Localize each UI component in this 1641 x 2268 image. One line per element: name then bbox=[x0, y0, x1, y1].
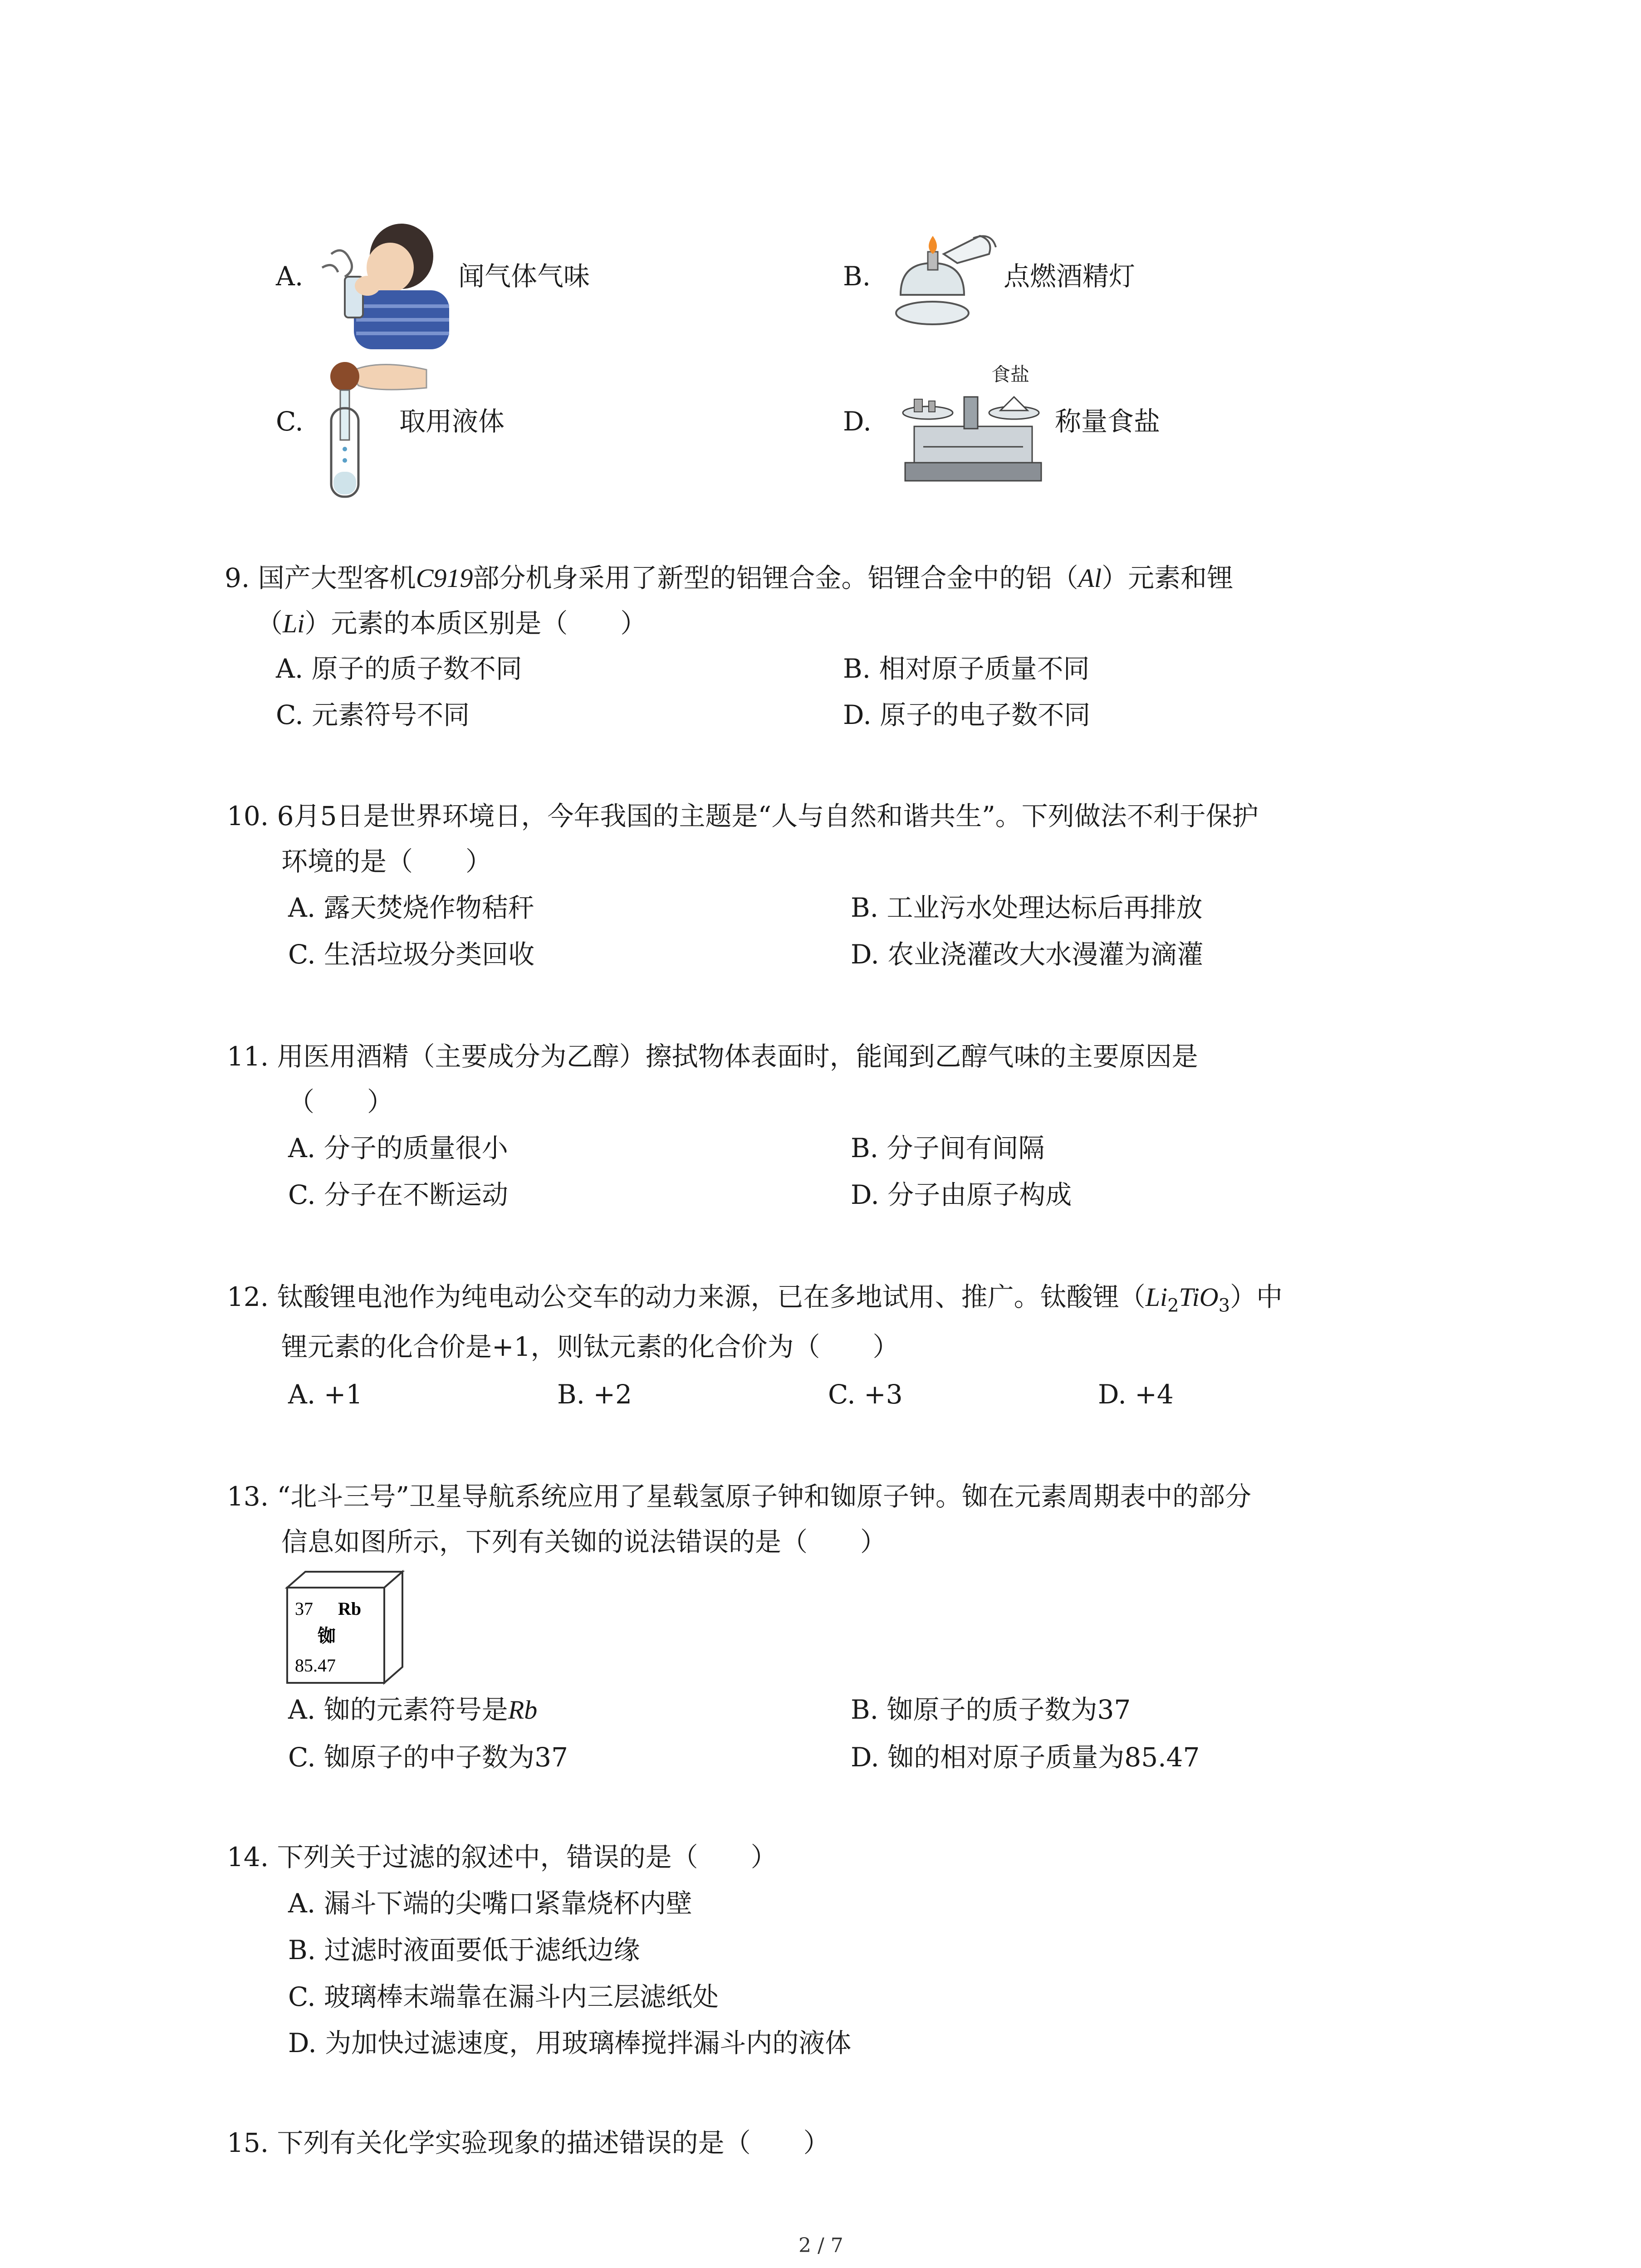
q12-stem-line1: 12. 钛酸锂电池作为纯电动公交车的动力来源，已在多地试用、推广。钛酸锂$(Li_2TiO_3)$中 bbox=[227, 1281, 1283, 1316]
q10-option-c: C. 生活垃圾分类回收 bbox=[288, 939, 535, 970]
q13-option-a: A. 铷的元素符号是Rb bbox=[288, 1694, 538, 1725]
q14-stem: 14. 下列关于过滤的叙述中，错误的是（ ） bbox=[227, 1842, 777, 1872]
q10-option-d: D. 农业浇灌改大水漫灌为滴灌 bbox=[851, 939, 1204, 970]
q11-stem-line2: （ ） bbox=[288, 1086, 394, 1117]
q10-option-b: B. 工业污水处理达标后再排放 bbox=[851, 892, 1203, 923]
q15-stem: 15. 下列有关化学实验现象的描述错误的是（ ） bbox=[227, 2127, 830, 2158]
q12-option-b: B. +2 bbox=[557, 1379, 632, 1410]
q9-option-c: C. 元素符号不同 bbox=[276, 699, 470, 730]
alcohol-lamp-illustration bbox=[889, 227, 1003, 331]
q14-option-d: D. 为加快过滤速度，用玻璃棒搅拌漏斗内的液体 bbox=[288, 2028, 852, 2058]
q9-option-d: D. 原子的电子数不同 bbox=[843, 699, 1091, 730]
q8-option-d-letter: D. bbox=[843, 406, 872, 437]
q10-stem-line1: 10. 6月5日是世界环境日，今年我国的主题是“人与自然和谐共生”。下列做法不利于保护 bbox=[227, 801, 1259, 831]
q9-option-a: A. 原子的质子数不同 bbox=[276, 653, 522, 684]
q13-option-b: B. 铷原子的质子数为37 bbox=[851, 1694, 1131, 1725]
q11-option-d: D. 分子由原子构成 bbox=[851, 1179, 1072, 1210]
q8-option-b-text: 点燃酒精灯 bbox=[1004, 261, 1136, 292]
q14-option-a: A. 漏斗下端的尖嘴口紧靠烧杯内壁 bbox=[288, 1888, 692, 1919]
q12-option-a: A. +1 bbox=[288, 1379, 363, 1410]
q10-option-a: A. 露天焚烧作物秸秆 bbox=[288, 892, 534, 923]
q11-option-a: A. 分子的质量很小 bbox=[288, 1133, 508, 1163]
rb-atomic-mass: 85.47 bbox=[295, 1655, 336, 1676]
q8-option-d-text: 称量食盐 bbox=[1055, 406, 1161, 437]
page-number: 2 / 7 bbox=[798, 2234, 843, 2257]
q12-option-c: C. +3 bbox=[828, 1379, 903, 1410]
q13-option-c: C. 铷原子的中子数为37 bbox=[288, 1742, 568, 1773]
q9-stem-line2: （Li）元素的本质区别是（ ） bbox=[256, 608, 647, 639]
q8-option-a-letter: A. bbox=[276, 261, 304, 292]
q8-option-a-text: 闻气体气味 bbox=[458, 261, 590, 292]
q9-option-b: B. 相对原子质量不同 bbox=[843, 653, 1090, 684]
q13-stem-line2: 信息如图所示，下列有关铷的说法错误的是（ ） bbox=[281, 1526, 887, 1557]
rb-name: 铷 bbox=[318, 1626, 336, 1647]
q11-option-c: C. 分子在不断运动 bbox=[288, 1179, 509, 1210]
smell-gas-illustration bbox=[313, 218, 454, 349]
q13-option-d: D. 铷的相对原子质量为85.47 bbox=[851, 1742, 1200, 1773]
q8-option-b-letter: B. bbox=[843, 261, 871, 292]
balance-scale-illustration bbox=[896, 363, 1050, 492]
q11-option-b: B. 分子间有间隔 bbox=[851, 1133, 1045, 1163]
q12-stem-line2: 锂元素的化合价是+1，则钛元素的化合价为（ ） bbox=[281, 1331, 899, 1362]
q12-option-d: D. +4 bbox=[1098, 1379, 1174, 1410]
q14-option-b: B. 过滤时液面要低于滤纸边缘 bbox=[288, 1935, 640, 1965]
rb-symbol: Rb bbox=[338, 1598, 362, 1619]
rb-atomic-number: 37 bbox=[295, 1598, 313, 1619]
q8-option-c-text: 取用液体 bbox=[399, 406, 505, 437]
q10-stem-line2: 环境的是（ ） bbox=[281, 846, 492, 877]
q9-stem-line1: 9. 国产大型客机C919部分机身采用了新型的铝锂合金。铝锂合金中的铝（Al）元素和锂 bbox=[225, 562, 1234, 593]
q8-option-c-letter: C. bbox=[276, 406, 304, 437]
q14-option-c: C. 玻璃棒末端靠在漏斗内三层滤纸处 bbox=[288, 1981, 719, 2012]
q11-stem-line1: 11. 用医用酒精（主要成分为乙醇）擦拭物体表面时，能闻到乙醇气味的主要原因是 bbox=[227, 1041, 1198, 1072]
q13-stem-line1: 13. “北斗三号”卫星导航系统应用了星载氢原子钟和铷原子钟。铷在元素周期表中的部分 bbox=[227, 1481, 1251, 1512]
rubidium-periodic-cell bbox=[284, 1569, 406, 1687]
salt-label: 食盐 bbox=[991, 363, 1030, 386]
